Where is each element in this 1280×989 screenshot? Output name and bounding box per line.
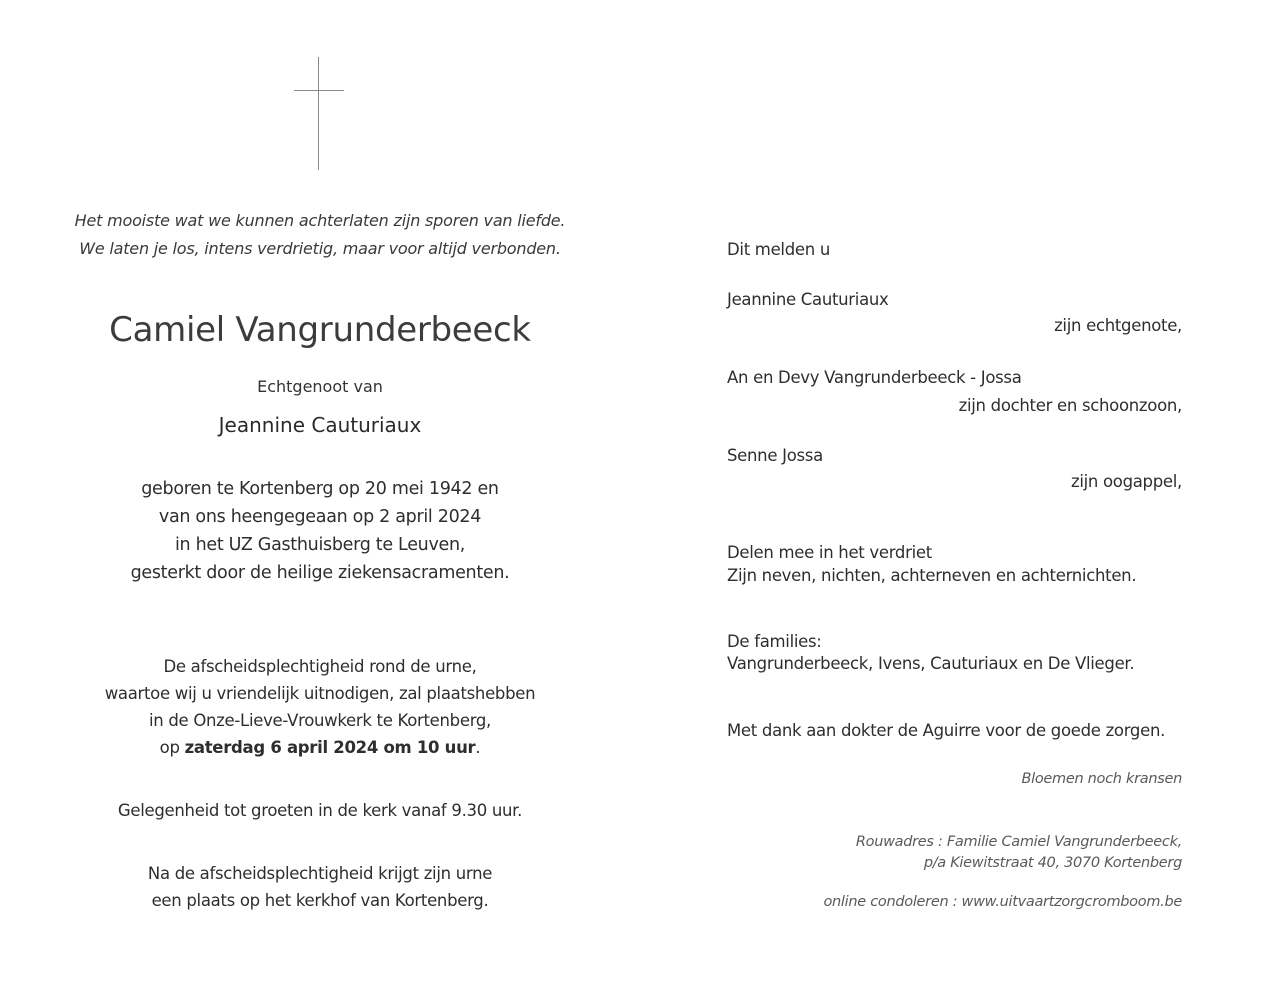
online-condolences-link[interactable]: online condoleren : www.uitvaartzorgcromboom.be	[823, 894, 1182, 910]
burial-line: Na de afscheidsplechtigheid krijgt zijn urne	[147, 864, 493, 883]
birth-line: van ons heengegeaan op 2 april 2024	[158, 507, 482, 527]
spouse-name: Jeannine Cauturiaux	[218, 413, 422, 437]
birth-line: in het UZ Gasthuisberg te Leuven,	[174, 535, 466, 555]
announce-intro: Dit melden u	[727, 240, 830, 259]
cross-horizontal-bar	[294, 90, 344, 91]
ceremony-line: De afscheidsplechtigheid rond de urne,	[163, 657, 477, 676]
family-member-names: Senne Jossa	[727, 446, 823, 465]
birth-death-details	[20, 475, 620, 587]
cross-icon	[294, 57, 344, 170]
ceremony-line: in de Onze-Lieve-Vrouwkerk te Kortenberg,	[148, 711, 491, 730]
quote-line: Het mooiste wat we kunnen achterlaten zijn sporen van liefde.	[74, 211, 566, 230]
ceremony-date-suffix: .	[475, 738, 481, 757]
ceremony-details	[20, 653, 620, 761]
family-member-relation: zijn dochter en schoonzoon,	[958, 396, 1182, 415]
family-member-relation: zijn echtgenote,	[1054, 316, 1182, 335]
share-grief-text: Zijn neven, nichten, achterneven en achternichten.	[727, 566, 1137, 585]
burial-line: een plaats op het kerkhof van Kortenberg.	[151, 891, 489, 910]
share-grief-title: Delen mee in het verdriet	[727, 543, 932, 562]
greeting-info: Gelegenheid tot groeten in de kerk vanaf 9.30 uur.	[117, 801, 523, 820]
flowers-note: Bloemen noch kransen	[1021, 771, 1182, 787]
family-member-names: An en Devy Vangrunderbeeck - Jossa	[727, 368, 1022, 387]
deceased-name: Camiel Vangrunderbeeck	[109, 310, 531, 350]
address-line: Rouwadres : Familie Camiel Vangrunderbeeck,	[855, 834, 1182, 850]
family-member-names: Jeannine Cauturiaux	[727, 290, 889, 309]
ceremony-line: waartoe wij u vriendelijk uitnodigen, zal plaatshebben	[104, 684, 536, 703]
thanks-note: Met dank aan dokter de Aguirre voor de goede zorgen.	[727, 721, 1166, 740]
memorial-quote	[20, 207, 620, 263]
families-title: De families:	[727, 632, 822, 651]
quote-line: We laten je los, intens verdrietig, maar voor altijd verbonden.	[79, 239, 561, 258]
ceremony-date-line	[20, 734, 620, 761]
cross-vertical-bar	[318, 57, 319, 170]
families-text: Vangrunderbeeck, Ivens, Cauturiaux en De Vlieger.	[727, 654, 1135, 673]
burial-info	[20, 860, 620, 914]
birth-line: geboren te Kortenberg op 20 mei 1942 en	[141, 479, 499, 499]
ceremony-date-prefix: op	[159, 738, 185, 757]
ceremony-date: zaterdag 6 april 2024 om 10 uur	[184, 738, 476, 757]
family-member-relation: zijn oogappel,	[1070, 472, 1182, 491]
spouse-label: Echtgenoot van	[257, 377, 383, 396]
address-line: p/a Kiewitstraat 40, 3070 Kortenberg	[923, 855, 1182, 871]
birth-line: gesterkt door de heilige ziekensacramenten.	[130, 563, 510, 583]
